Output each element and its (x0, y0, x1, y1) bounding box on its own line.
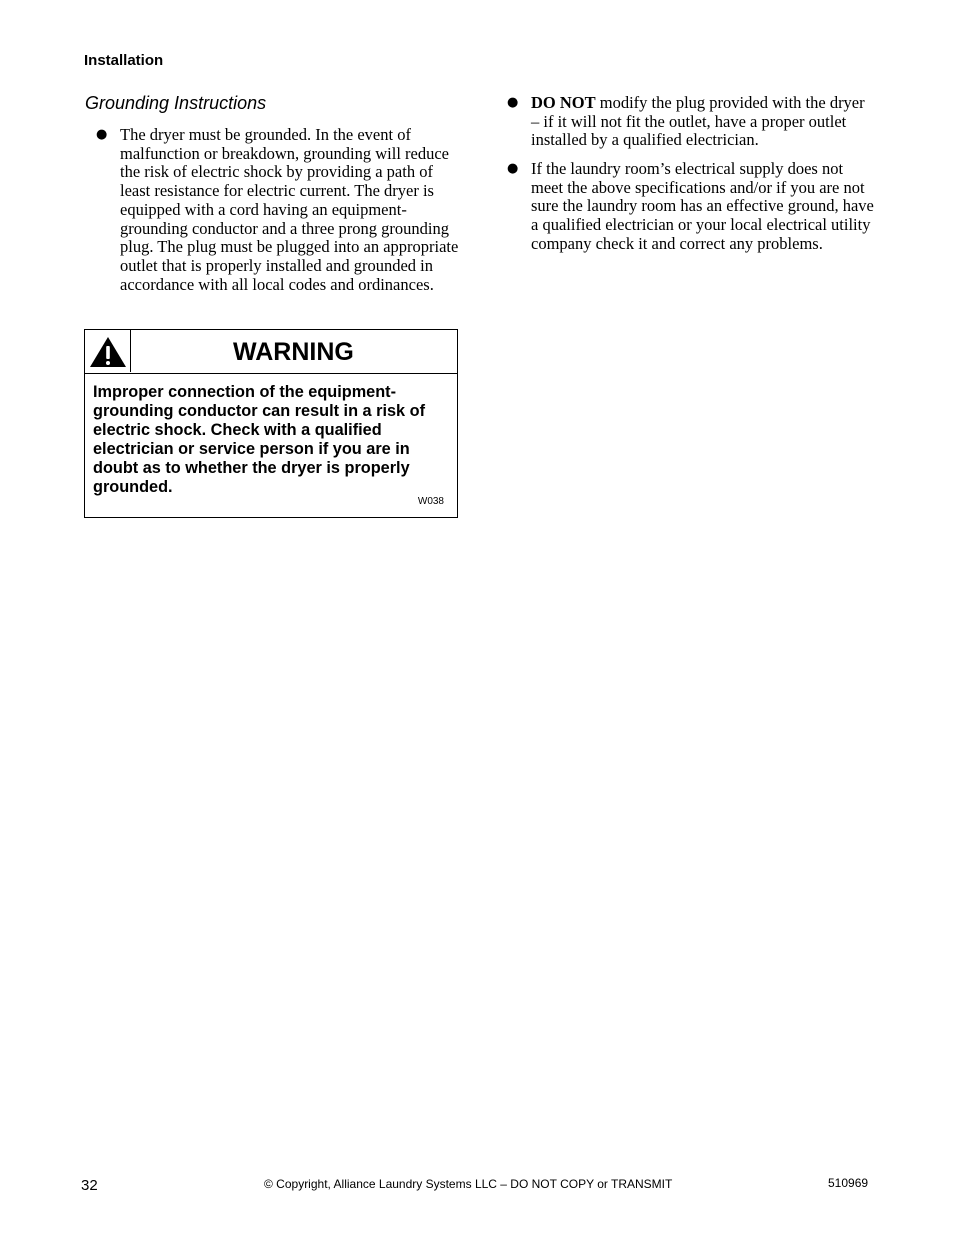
bullet-rest-text: modify the plug provided with the dryer – if it will not fit the outlet, have a proper outlet installed by a qualified electrician. (531, 93, 865, 150)
warning-triangle-icon (88, 335, 128, 369)
bullet-text (531, 94, 876, 150)
section-label: Installation (84, 52, 164, 69)
emphasis-text: DO NOT (531, 93, 596, 112)
warning-box (84, 329, 458, 518)
copyright-notice: © Copyright, Alliance Laundry Systems LLC – DO NOT COPY or TRANSMIT (264, 1177, 673, 1191)
bullet-text: If the laundry room’s electrical supply does not meet the above specifications and/or if you are not sure the laundry room has an effective ground, have a qualified electrician or your local electrical utility company check it and correct any problems. (531, 159, 874, 253)
page-number: 32 (81, 1177, 98, 1194)
grounding-heading: Grounding Instructions (85, 93, 267, 113)
warning-title: WARNING (233, 338, 354, 366)
document-number: 510969 (828, 1176, 869, 1190)
warning-header (85, 330, 457, 374)
warning-icon-cell (85, 330, 131, 372)
bullet-icon: ● (507, 95, 519, 110)
bullet-text: The dryer must be grounded. In the event of malfunction or breakdown, grounding will reduce the risk of electric shock by providing a path of least resistance for electric current. The dryer is equipped with a cord having an equipment-grounding conductor and a three prong grounding plug. The plug must be plugged into an appropriate outlet that is properly installed and grounded in accordance with all local codes and ordinances. (120, 125, 459, 294)
bullet-icon: ● (507, 161, 519, 176)
warning-body: Improper connection of the equipment-grounding conductor can result in a risk of electric shock. Check with a qualified electrician or service person if you are in doubt as to whether the dryer is properly grounded. (93, 383, 425, 496)
warning-code: W038 (417, 496, 444, 507)
bullet-icon: ● (96, 127, 108, 142)
